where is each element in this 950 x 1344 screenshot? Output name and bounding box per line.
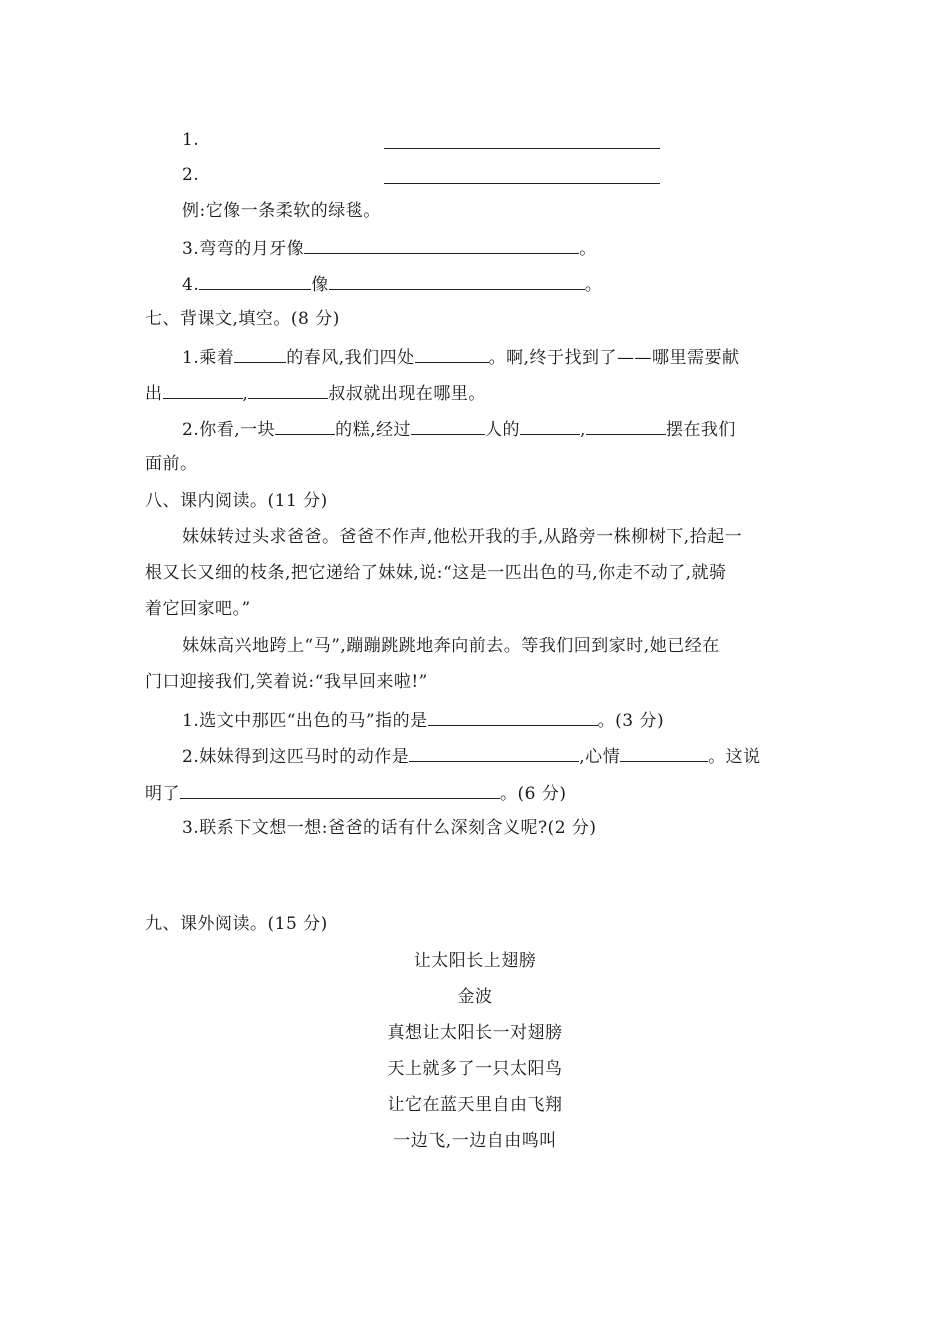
answer-line-1[interactable]: [182, 128, 805, 152]
fill-blank[interactable]: [520, 416, 580, 435]
question-text: 的春风,我们四处: [286, 348, 415, 368]
sec7-item-1-line-1: [182, 344, 805, 370]
fill-blank[interactable]: [234, 344, 286, 363]
answer-number: 1.: [182, 130, 200, 150]
question-text: 。这说: [708, 747, 761, 767]
fill-blank[interactable]: [329, 271, 585, 290]
sec8-question-1: [182, 707, 805, 733]
fill-blank[interactable]: [275, 416, 335, 435]
answer-line-2[interactable]: [182, 163, 805, 187]
poem-author: 金波: [457, 987, 493, 1007]
fill-blank[interactable]: [180, 780, 500, 799]
question-text: 2.你看,一块: [182, 420, 276, 440]
fill-blank[interactable]: [620, 743, 708, 762]
fill-blank[interactable]: [586, 416, 666, 435]
question-text: 4.: [182, 275, 200, 295]
fill-blank[interactable]: [409, 743, 579, 762]
answer-number: 2.: [182, 165, 200, 185]
question-text: 。: [584, 275, 603, 295]
simile-question-4: [182, 271, 805, 297]
poem-line: 天上就多了一只太阳鸟: [387, 1059, 563, 1079]
question-text: 。(6 分): [500, 784, 567, 804]
question-text: 1.选文中那匹“出色的马”指的是: [182, 711, 428, 731]
question-text: 3.弯弯的月牙像: [182, 239, 305, 259]
fill-blank[interactable]: [415, 344, 489, 363]
question-text: ,: [242, 384, 249, 404]
question-text: 人的: [485, 420, 521, 440]
sec8-question-3: 3.联系下文想一想:爸爸的话有什么深刻含义呢?(2 分): [182, 818, 597, 838]
poem-title: 让太阳长上翅膀: [413, 951, 537, 971]
question-text: 叔叔就出现在哪里。: [328, 384, 486, 404]
poem-line: 一边飞,一边自由鸣叫: [393, 1131, 557, 1151]
question-text: 。啊,终于找到了——哪里需要献: [488, 348, 740, 368]
section-9-heading: 九、课外阅读。(15 分): [145, 914, 328, 934]
fill-blank[interactable]: [304, 235, 579, 254]
poem-line: 真想让太阳长一对翅膀: [387, 1023, 563, 1043]
sec8-question-2-line-2: [145, 780, 805, 806]
question-text: 2.妹妹得到这匹马时的动作是: [182, 747, 410, 767]
example-sentence: 例:它像一条柔软的绿毯。: [182, 201, 381, 221]
answer-blank[interactable]: [384, 148, 660, 149]
passage-line: 妹妹转过头求爸爸。爸爸不作声,他松开我的手,从路旁一株柳树下,拾起一: [182, 527, 743, 547]
passage-line: 门口迎接我们,笑着说:“我早回来啦!”: [145, 672, 428, 692]
simile-question-3: [182, 235, 805, 261]
answer-blank[interactable]: [384, 183, 660, 184]
passage-line: 妹妹高兴地跨上“马”,蹦蹦跳跳地奔向前去。等我们回到家时,她已经在: [182, 636, 720, 656]
sec7-item-1-line-2: [145, 380, 805, 406]
question-text: 明了: [145, 784, 180, 804]
sec8-question-2-line-1: [182, 743, 805, 769]
question-text: ,: [580, 420, 586, 440]
question-text: 。: [579, 239, 597, 259]
fill-blank[interactable]: [428, 707, 598, 726]
section-7-heading: 七、背课文,填空。(8 分): [145, 309, 340, 329]
fill-blank[interactable]: [248, 380, 328, 399]
poem-line: 让它在蓝天里自由飞翔: [387, 1095, 563, 1115]
sec7-item-2-line-1: [182, 416, 805, 442]
passage-line: 着它回家吧。”: [145, 599, 251, 619]
question-text: 。(3 分): [597, 711, 665, 731]
section-8-heading: 八、课内阅读。(11 分): [145, 491, 328, 511]
question-text: 1.乘着: [182, 348, 235, 368]
question-text: 出: [145, 384, 163, 404]
question-text: 像: [311, 275, 329, 295]
fill-blank[interactable]: [411, 416, 485, 435]
fill-blank[interactable]: [163, 380, 243, 399]
fill-blank[interactable]: [199, 271, 311, 290]
passage-line: 根又长又细的枝条,把它递给了妹妹,说:“这是一匹出色的马,你走不动了,就骑: [145, 563, 727, 583]
sec7-item-2-line-2: 面前。: [145, 454, 198, 474]
question-text: ,心情: [579, 747, 621, 767]
question-text: 的糕,经过: [335, 420, 412, 440]
question-text: 摆在我们: [665, 420, 736, 440]
